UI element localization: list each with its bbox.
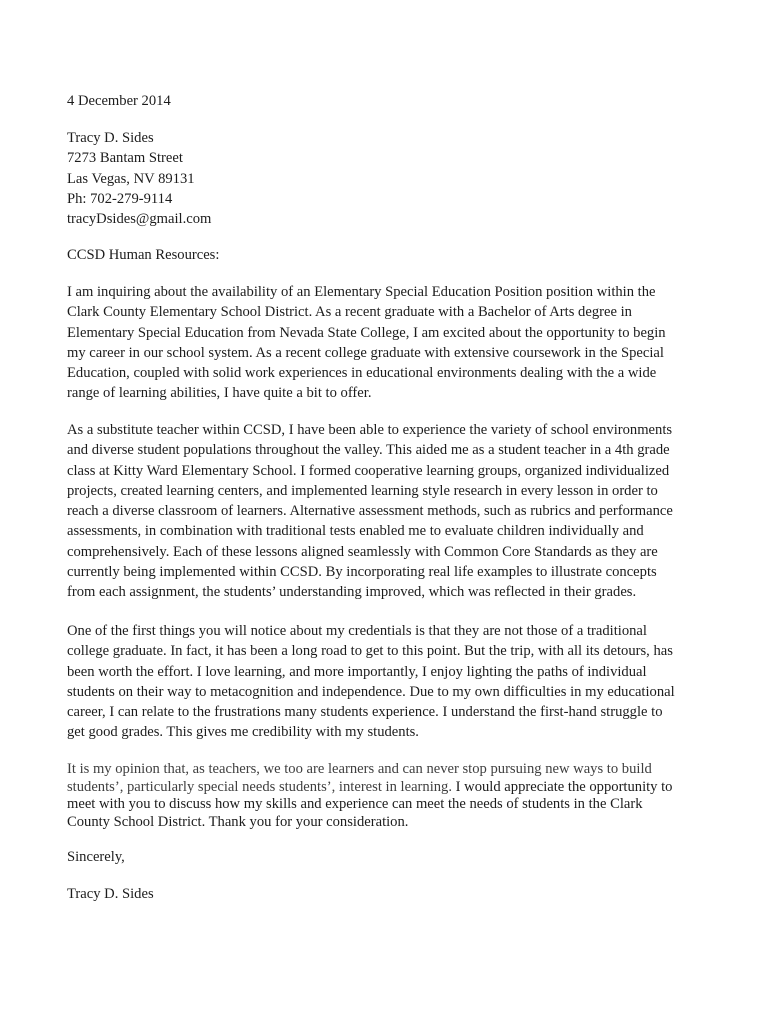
paragraph-line: It is my opinion that, as teachers, we too are learners and can never stop pursuing new ways to build xyxy=(67,761,652,777)
paragraph-line: and diverse student populations throughout the valley. This aided me as a student teacher in a 4th grade xyxy=(67,442,670,459)
sender-address-block xyxy=(67,128,707,229)
sender-email: tracyDsides@gmail.com xyxy=(67,211,212,228)
paragraph-line: County School District. Thank you for your consideration. xyxy=(67,813,409,830)
paragraph-line: Education, coupled with solid work experiences in educational environments dealing with the a wide xyxy=(67,365,657,382)
paragraph-line: Clark County Elementary School District. As a recent graduate with a Bachelor of Arts degree in xyxy=(67,304,632,321)
closing-line: Sincerely, xyxy=(67,849,125,865)
paragraph-line: projects, created learning centers, and implemented learning style research in every lesson in order to xyxy=(67,482,658,499)
date-line: 4 December 2014 xyxy=(67,93,171,109)
paragraph-line: class at Kitty Ward Elementary School. I formed cooperative learning groups, organized individualized xyxy=(67,462,670,479)
sender-street: 7273 Bantam Street xyxy=(67,150,183,167)
paragraph-line-segment: students’, particularly special needs students’, interest in learning. xyxy=(67,778,453,795)
paragraph-line xyxy=(67,779,707,797)
paragraph-line-segment: I would appreciate the opportunity to xyxy=(452,778,673,795)
paragraph-line: range of learning abilities, I have quite a bit to offer. xyxy=(67,385,372,402)
letter-closing xyxy=(67,847,707,867)
paragraph-4 xyxy=(67,761,707,831)
paragraph-line: meet with you to discuss how my skills and experience can meet the needs of students in the Clark xyxy=(67,796,643,813)
letter-date xyxy=(67,91,707,111)
paragraph-line: college graduate. In fact, it has been a long road to get to this point. But the trip, with all its detours, has xyxy=(67,643,673,660)
paragraph-line: been worth the effort. I love learning, and more importantly, I enjoy lighting the paths of individual xyxy=(67,663,647,680)
paragraph-line: from each assignment, the students’ understanding improved, which was reflected in their grades. xyxy=(67,584,637,601)
paragraph-line: currently being implemented within CCSD. By incorporating real life examples to illustrate concepts xyxy=(67,564,657,581)
paragraph-line: career, I can relate to the frustrations many students experience. I understand the first-hand struggle to xyxy=(67,704,663,721)
paragraph-line: comprehensively. Each of these lessons aligned seamlessly with Common Core Standards as they are xyxy=(67,543,658,560)
paragraph-2 xyxy=(67,420,707,603)
paragraph-line: my career in our school system. As a recent college graduate with extensive coursework in the Special xyxy=(67,344,664,361)
paragraph-3 xyxy=(67,621,707,743)
letter-signature xyxy=(67,884,707,904)
paragraph-line: assessments, in combination with traditional tests enabled me to evaluate children individually and xyxy=(67,523,644,540)
sender-city: Las Vegas, NV 89131 xyxy=(67,170,195,187)
paragraph-line: get good grades. This gives me credibility with my students. xyxy=(67,724,419,741)
paragraph-line: One of the first things you will notice about my credentials is that they are not those of a traditional xyxy=(67,623,647,639)
paragraph-line: students on their way to metacognition and independence. Due to my own difficulties in my educational xyxy=(67,683,675,700)
sender-name: Tracy D. Sides xyxy=(67,130,154,146)
paragraph-line: Elementary Special Education from Nevada State College, I am excited about the opportunity to begin xyxy=(67,324,666,341)
salutation-line: CCSD Human Resources: xyxy=(67,247,220,263)
sender-phone: Ph: 702-279-9114 xyxy=(67,190,173,207)
paragraph-line: I am inquiring about the availability of an Elementary Special Education Position position within the xyxy=(67,284,656,300)
paragraph-1 xyxy=(67,282,707,404)
letter-salutation xyxy=(67,245,707,265)
paragraph-line: As a substitute teacher within CCSD, I have been able to experience the variety of school environments xyxy=(67,422,673,438)
paragraph-line: reach a diverse classroom of learners. Alternative assessment methods, such as rubrics and performance xyxy=(67,503,673,520)
signature-line: Tracy D. Sides xyxy=(67,886,154,902)
